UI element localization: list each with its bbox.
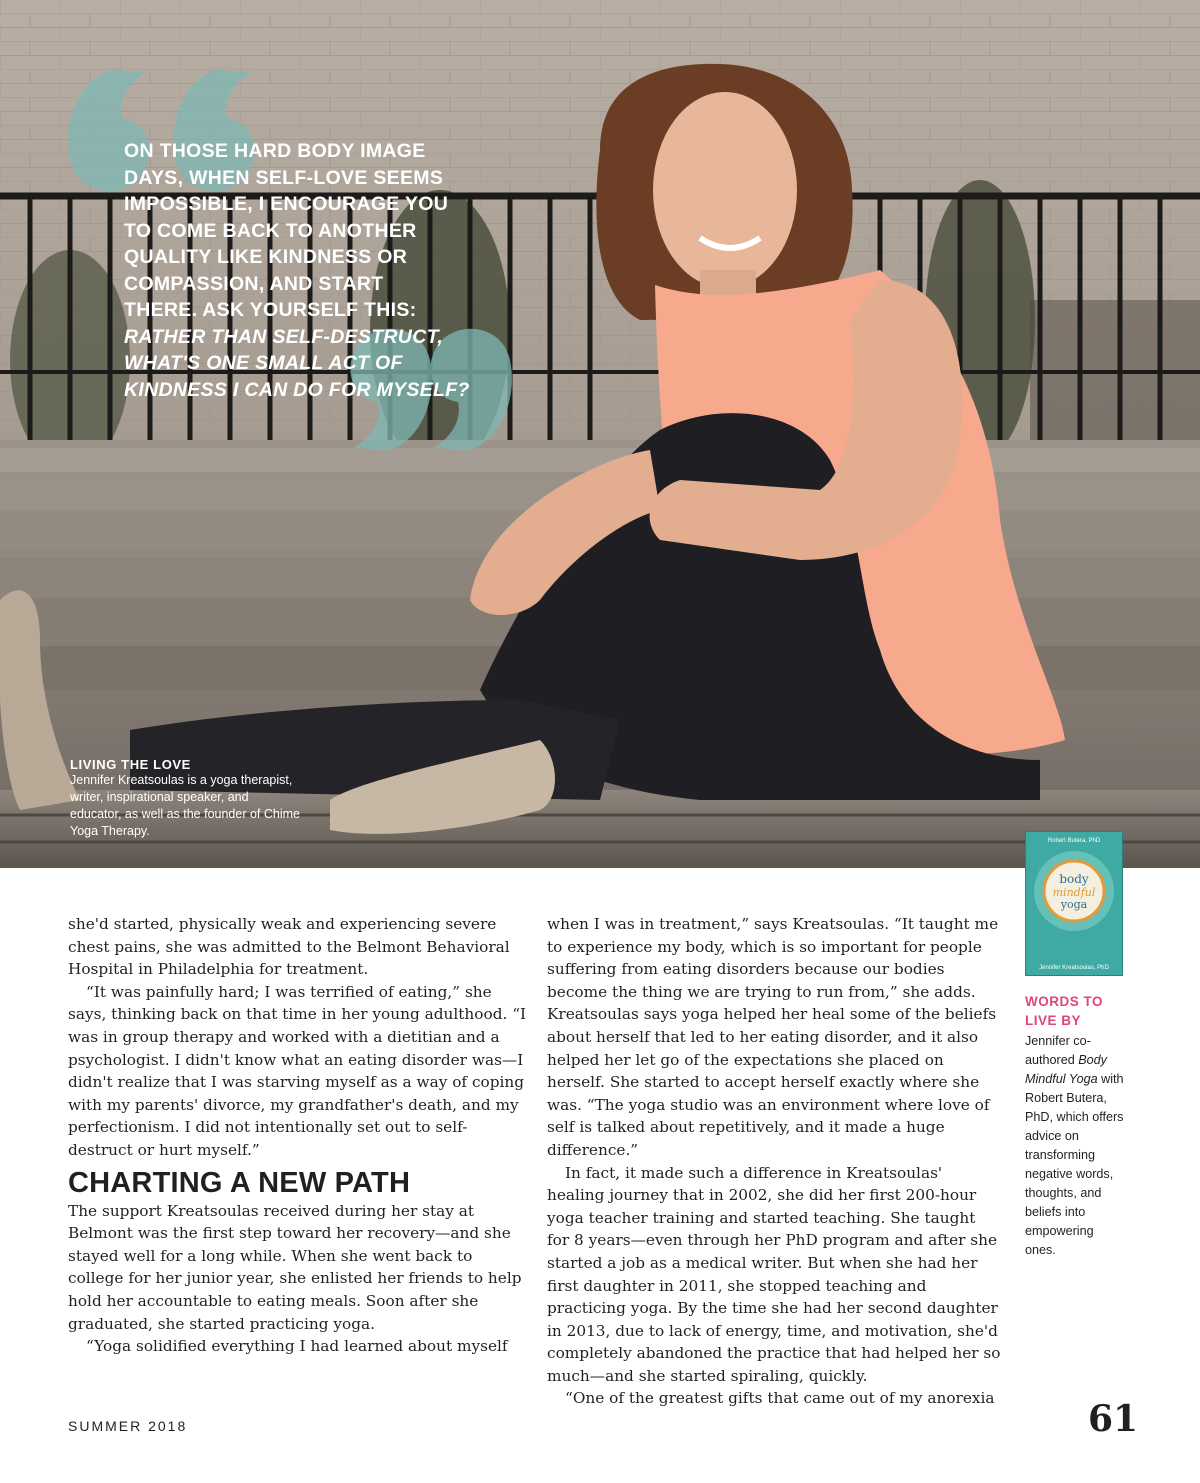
pull-quote-line: ON THOSE HARD BODY IMAGE <box>124 140 426 162</box>
article-column-left <box>68 913 528 1358</box>
book-cover <box>1025 831 1123 976</box>
photo-caption <box>70 757 310 840</box>
pull-quote-line: IMPOSSIBLE, I ENCOURAGE YOU <box>124 193 449 215</box>
sidebar-book-title: Body Mindful Yoga <box>1025 1053 1107 1086</box>
page-number: 61 <box>1088 1398 1139 1440</box>
paragraph: “One of the greatest gifts that came out of my anorexia <box>565 1389 995 1408</box>
book-title-1: body <box>1059 872 1089 886</box>
pull-quote-italic-line: KINDNESS I CAN DO FOR MYSELF? <box>124 378 470 401</box>
pull-quote-line: TO COME BACK TO ANOTHER <box>124 219 417 242</box>
caption-title: LIVING THE LOVE <box>70 757 191 772</box>
book-author-bottom: Jennifer Kreatsoulas, PhD <box>1039 965 1109 971</box>
caption-body: Jennifer Kreatsoulas is a yoga therapist, writer, inspirational speaker, and educator, as well as the founder of Chime Yoga Therapy. <box>70 773 300 838</box>
paragraph: she'd started, physically weak and experiencing severe chest pains, she was admitted to the Belmont Behavioral Hospital in Philadelphia for treatment. <box>68 915 510 979</box>
pull-quote-italic-line: WHAT'S ONE SMALL ACT OF <box>124 352 403 374</box>
pull-quote-line: THERE. ASK YOURSELF THIS: <box>124 299 417 321</box>
paragraph: “Yoga solidified everything I had learned about myself <box>86 1337 508 1356</box>
section-heading: CHARTING A NEW PATH <box>68 1166 411 1199</box>
pull-quote-line: COMPASSION, AND START <box>124 272 384 295</box>
pull-quote-line: DAYS, WHEN SELF-LOVE SEEMS <box>124 166 444 189</box>
paragraph: “It was painfully hard; I was terrified of eating,” she says, thinking back on that time in her young adulthood. “I was in group therapy and worked with a dietitian and a psychologist. I didn't know what an eating disorder was—I didn't realize that I was starving myself as a way of coping with my parents' divorce, my grandfather's death, and my perfectionism. I did not intentionally set out to self-destruct or hurt myself.” <box>68 982 527 1159</box>
pull-quote-line: QUALITY LIKE KINDNESS OR <box>124 246 408 268</box>
pull-quote <box>124 138 484 403</box>
sidebar-body <box>1025 1032 1127 1260</box>
issue-label: SUMMER 2018 <box>68 1418 188 1434</box>
sidebar-title: WORDS TO LIVE BY <box>1025 994 1103 1028</box>
book-title-2: mindful <box>1052 886 1096 899</box>
paragraph: when I was in treatment,” says Kreatsoulas. “It taught me to experience my body, which is so important for people suffering from eating disorders because our bodies become the thing we are trying to run from,” she adds. Kreatsoulas says yoga helped her heal some of the beliefs about herself that led to her eating disorder, and it also helped her let go of the expectations she placed on herself. She started to accept herself exactly where she was. “The yoga studio was an environment where love of self is talked about repetitively, and it made a huge difference.” <box>547 915 999 1159</box>
paragraph: The support Kreatsoulas received during her stay at Belmont was the first step toward her recovery—and she stayed well for a long while. When she went back to college for her junior year, she enlisted her friends to help hold her accountable to eating meals. Soon after she graduated, she started practicing yoga. <box>68 1201 522 1333</box>
book-author-top: Robert Butera, PhD <box>1047 838 1101 844</box>
book-title-3: yoga <box>1060 898 1088 911</box>
article-column-right <box>547 913 1002 1410</box>
pull-quote-italic-line: RATHER THAN SELF-DESTRUCT, <box>124 325 444 348</box>
sidebar-text: Jennifer co-authored <box>1025 1034 1091 1067</box>
paragraph: In fact, it made such a difference in Kreatsoulas' healing journey that in 2002, she did her first 200-hour yoga teacher training and started teaching. She taught for 8 years—even through her PhD program and after she started a job as a medical writer. But when she had her first daughter in 2011, she stopped teaching and practicing yoga. By the time she had her second daughter in 2013, due to lack of energy, time, and motivation, she'd completely abandoned the practice that had helped her so much—and she started spiraling, quickly. <box>547 1163 1001 1385</box>
sidebar-text: with Robert Butera, PhD, which offers advice on transforming negative words, thoughts, and beliefs into empowering ones. <box>1025 1072 1124 1257</box>
